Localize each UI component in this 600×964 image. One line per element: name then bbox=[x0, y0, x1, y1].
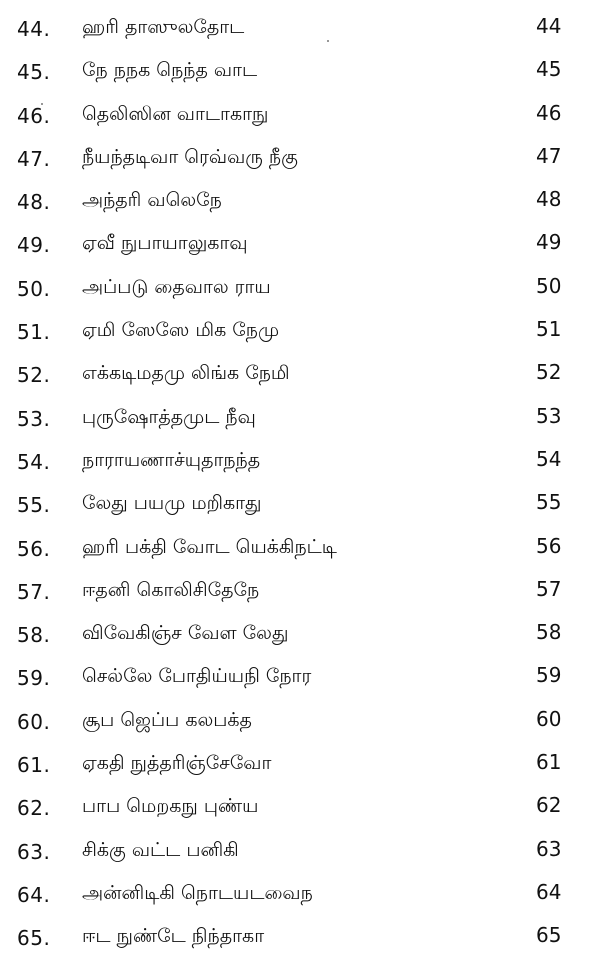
toc-entry-title: தெலிஸின வாடாகாநு bbox=[82, 102, 269, 125]
toc-entry-number: 62. bbox=[17, 796, 51, 821]
toc-entry-number: 51. bbox=[17, 320, 51, 345]
toc-entry-page: 61 bbox=[536, 750, 562, 775]
toc-entry-number: 49. bbox=[17, 233, 51, 258]
toc-entry-title: ஏமி ஸேஸே மிக நேமு bbox=[82, 319, 280, 342]
toc-entry-page: 65 bbox=[536, 923, 562, 948]
toc-entry-title: அன்னிடிகி நொடயடவைந bbox=[82, 881, 313, 904]
toc-entry-title: பாப மெறகநு புண்ய bbox=[82, 795, 259, 818]
toc-entry-page: 48 bbox=[536, 187, 562, 212]
toc-entry-page: 49 bbox=[536, 230, 562, 255]
toc-entry-title: அப்படு தைவால ராய bbox=[82, 275, 271, 298]
toc-entry-number: 52. bbox=[17, 363, 51, 388]
toc-entry-title: சிக்கு வட்ட பனிகி bbox=[82, 838, 239, 861]
toc-entry-number: 50. bbox=[17, 276, 51, 301]
toc-entry-page: 57 bbox=[536, 576, 562, 601]
toc-entry-page: 56 bbox=[536, 533, 562, 558]
toc-entry-title: நே நநக நெந்த வாட bbox=[82, 59, 258, 82]
toc-entry-title: ஹரி தாஸுலதோட bbox=[82, 16, 245, 38]
toc-entry-number: 64. bbox=[17, 882, 51, 907]
toc-entry bbox=[0, 920, 600, 963]
toc-entry-page: 59 bbox=[536, 663, 562, 688]
toc-entry-page: 46 bbox=[536, 100, 562, 125]
toc-entry-number: 47. bbox=[17, 146, 51, 171]
toc-entry-number: 48. bbox=[17, 190, 51, 215]
toc-entry bbox=[0, 271, 600, 314]
toc-entry bbox=[0, 184, 600, 227]
toc-entry-page: 50 bbox=[536, 273, 562, 298]
toc-entry-page: 54 bbox=[536, 446, 562, 471]
toc-entry-number: 54. bbox=[17, 449, 51, 474]
toc-entry bbox=[0, 54, 600, 97]
toc-entry bbox=[0, 11, 600, 54]
table-of-contents bbox=[0, 11, 600, 964]
toc-entry-page: 44 bbox=[536, 14, 562, 38]
toc-entry bbox=[0, 834, 600, 877]
toc-entry-page: 52 bbox=[536, 360, 562, 385]
toc-entry-title: புருஷோத்தமுட நீவு bbox=[82, 405, 256, 428]
toc-entry-title: நீயந்தடிவா ரெவ்வரு நீகு bbox=[82, 145, 298, 168]
toc-entry bbox=[0, 487, 600, 530]
toc-entry-title: லேது பயமு மறிகாது bbox=[82, 492, 262, 515]
toc-entry-page: 51 bbox=[536, 317, 562, 342]
toc-entry-number: 59. bbox=[17, 666, 51, 691]
toc-entry-number: 46. bbox=[17, 103, 51, 128]
toc-entry-page: 60 bbox=[536, 706, 562, 731]
toc-entry-number: 60. bbox=[17, 709, 51, 734]
toc-entry bbox=[0, 704, 600, 747]
toc-entry-number: 63. bbox=[17, 839, 51, 864]
toc-entry-title: ஈட நுண்டே நிந்தாகா bbox=[82, 925, 265, 948]
toc-entry-title: செல்லே போதிய்யநி நோர bbox=[82, 665, 312, 688]
toc-entry bbox=[0, 531, 600, 574]
toc-entry bbox=[0, 877, 600, 920]
toc-entry-number: 58. bbox=[17, 623, 51, 648]
toc-entry bbox=[0, 314, 600, 357]
toc-entry-number: 53. bbox=[17, 406, 51, 431]
toc-entry-number: 65. bbox=[17, 926, 51, 951]
toc-entry-title: ஏவீ நுபாயாலுகாவு bbox=[82, 232, 248, 255]
toc-entry bbox=[0, 790, 600, 833]
toc-entry-page: 63 bbox=[536, 836, 562, 861]
toc-entry bbox=[0, 617, 600, 660]
toc-entry-number: 57. bbox=[17, 579, 51, 604]
toc-entry-page: 62 bbox=[536, 793, 562, 818]
toc-entry bbox=[0, 227, 600, 270]
toc-entry bbox=[0, 660, 600, 703]
toc-entry-number: 44. bbox=[17, 17, 51, 41]
toc-entry-title: ஈதனி கொலிசிதேநே bbox=[82, 578, 260, 601]
toc-entry-title: ஏகதி நுத்தரிஞ்சேவோ bbox=[82, 752, 272, 775]
toc-entry-title: எக்கடிமதமு லிங்க நேமி bbox=[82, 362, 290, 385]
toc-entry-number: 56. bbox=[17, 536, 51, 561]
toc-entry bbox=[0, 401, 600, 444]
toc-entry bbox=[0, 357, 600, 400]
toc-entry-title: சூப ஜெப்ப கலபக்த bbox=[82, 708, 252, 731]
toc-entry bbox=[0, 444, 600, 487]
toc-entry-number: 45. bbox=[17, 60, 51, 85]
toc-entry bbox=[0, 98, 600, 141]
toc-entry-page: 47 bbox=[536, 143, 562, 168]
toc-entry-number: 55. bbox=[17, 493, 51, 518]
toc-entry-number: 61. bbox=[17, 753, 51, 778]
toc-entry bbox=[0, 141, 600, 184]
toc-entry-title: அந்தரி வலெநே bbox=[82, 189, 222, 212]
toc-entry bbox=[0, 747, 600, 790]
toc-entry-page: 58 bbox=[536, 620, 562, 645]
toc-entry-title: விவேகிஞ்ச வேள லேது bbox=[82, 622, 289, 645]
toc-entry-page: 64 bbox=[536, 879, 562, 904]
toc-entry-page: 55 bbox=[536, 490, 562, 515]
toc-entry-title: நாராயணாச்யுதாநந்த bbox=[82, 448, 261, 471]
toc-entry-page: 45 bbox=[536, 57, 562, 82]
toc-entry bbox=[0, 574, 600, 617]
toc-entry-title: ஹரி பக்தி வோட யெக்கிநட்டி bbox=[82, 535, 337, 558]
toc-entry-page: 53 bbox=[536, 403, 562, 428]
